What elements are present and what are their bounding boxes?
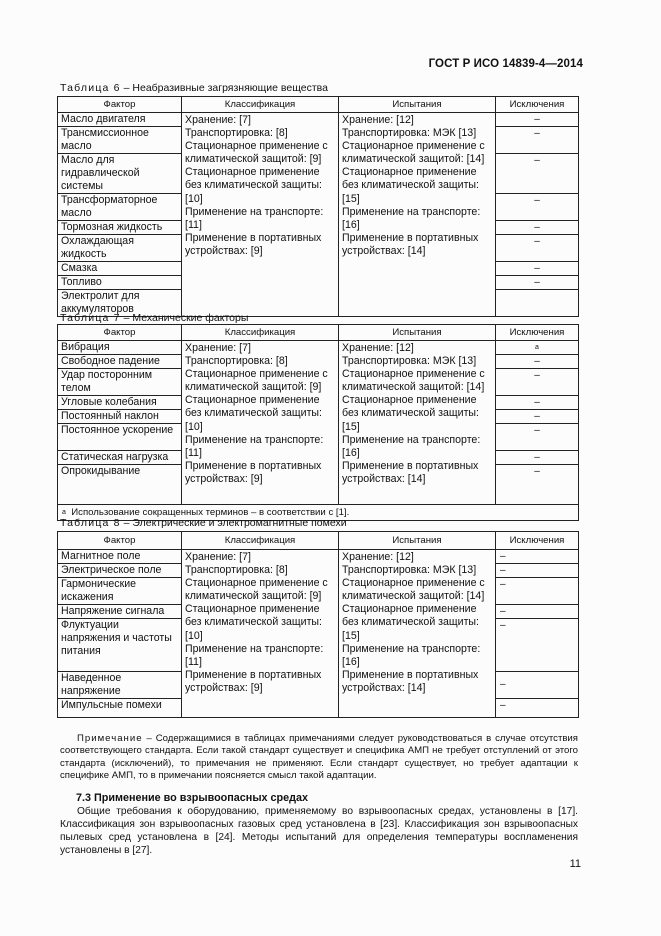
factor-cell: Электролит для аккумуляторов: [58, 290, 182, 317]
classification-item: Хранение: [7]: [185, 551, 251, 563]
col-header: Классификация: [182, 532, 339, 550]
section-heading: 7.3 Применение во взрывоопасных средах: [76, 792, 309, 804]
tests-item: Стационарное применение без климатической защиты: [15]: [342, 394, 479, 433]
table7-header-row: [58, 325, 579, 341]
factor-cell: Статическая нагрузка: [58, 451, 182, 465]
exclusion-cell: –: [496, 355, 579, 369]
tests-cell: [339, 550, 496, 718]
exclusion-cell: –: [496, 465, 579, 505]
factor-cell: Постоянное ускорение: [58, 424, 182, 451]
classification-item: Применение в портативных устройствах: [9]: [185, 459, 322, 485]
exclusion-cell: [496, 341, 579, 355]
table8-caption: [60, 517, 347, 529]
tests-item: Применение в портативных устройствах: [14]: [342, 459, 479, 485]
exclusion-cell: –: [496, 276, 579, 290]
table6-caption: [60, 82, 328, 94]
exclusion-cell: –: [496, 194, 579, 221]
tests-item: Применение в портативных устройствах: [14]: [342, 668, 479, 694]
footnote-ref: a: [535, 344, 539, 351]
exclusion-cell: –: [496, 451, 579, 465]
classification-item: Применение на транспорте: [11]: [185, 642, 324, 668]
table8-header-row: [58, 532, 579, 550]
tests-item: Транспортировка: МЭК [13]: [342, 127, 477, 140]
tests-item: Хранение: [12]: [342, 114, 414, 126]
exclusion-cell: –: [496, 127, 579, 154]
note-text: – Содержащимися в таблицах примечаниями следует руководствоваться в случае отсутствия соответствующего стандарта. Если такой стандарт существует и специфика АМП не требует отступлений от этого стандарта (исключений), то примечания не применяют. Если стандарт существует, но требует адаптации к специфике АМП, то в примечании поясняется смысл такой адаптации.: [60, 733, 578, 782]
table6-header-row: [58, 97, 579, 113]
tests-item: Стационарное применение с климатической защитой: [14]: [342, 140, 485, 166]
factor-cell: Охлаждающая жидкость: [58, 235, 182, 262]
factor-cell: Масло для гидравлической системы: [58, 154, 182, 194]
classification-item: Применение на транспорте: [11]: [185, 433, 324, 459]
col-header: Испытания: [339, 532, 496, 550]
exclusion-cell: –: [496, 113, 579, 127]
col-header: Исключения: [496, 97, 579, 113]
exclusion-cell: –: [496, 424, 579, 451]
factor-cell: Удар посторонним телом: [58, 369, 182, 396]
tests-item: Стационарное применение с климатической защитой: [14]: [342, 368, 485, 394]
col-header: Испытания: [339, 97, 496, 113]
tests-item: Транспортировка: МЭК [13]: [342, 355, 477, 368]
factor-cell: Топливо: [58, 276, 182, 290]
col-header: Исключения: [496, 325, 579, 341]
factor-cell: Масло двигателя: [58, 113, 182, 127]
table7-title: – Механические факторы: [120, 312, 249, 324]
factor-cell: Электрическое поле: [58, 564, 182, 578]
table8-label: Таблица 8: [60, 517, 121, 529]
exclusion-cell: [496, 290, 579, 317]
tests-item: Стационарное применение с климатической защитой: [14]: [342, 577, 485, 603]
factor-cell: Флуктуации напряжения и частоты питания: [58, 619, 182, 672]
factor-cell: Магнитное поле: [58, 550, 182, 564]
tests-item: Стационарное применение без климатической защиты: [15]: [342, 166, 479, 205]
exclusion-cell: –: [496, 262, 579, 276]
note-label: Примечание: [77, 733, 143, 744]
classification-item: Хранение: [7]: [185, 114, 251, 126]
classification-item: Стационарное применение без климатической защиты: [10]: [185, 166, 322, 205]
col-header: Фактор: [58, 325, 182, 341]
col-header: Классификация: [182, 325, 339, 341]
exclusion-cell: –: [496, 369, 579, 396]
classification-cell: [182, 341, 339, 505]
factor-cell: Угловые колебания: [58, 396, 182, 410]
col-header: Испытания: [339, 325, 496, 341]
table6-label: Таблица 6: [60, 82, 121, 94]
classification-item: Транспортировка: [8]: [185, 127, 288, 140]
factor-cell: Опрокидывание: [58, 465, 182, 505]
table8-title: – Электрические и электромагнитные помехи: [120, 517, 347, 529]
exclusion-cell: –: [496, 578, 579, 605]
exclusion-cell: –: [496, 154, 579, 194]
classification-item: Транспортировка: [8]: [185, 564, 288, 577]
classification-item: Транспортировка: [8]: [185, 355, 288, 368]
classification-cell: [182, 550, 339, 718]
col-header: Фактор: [58, 532, 182, 550]
table8: [57, 531, 579, 718]
footnote-mark: a: [62, 509, 66, 516]
classification-item: Применение в портативных устройствах: [9]: [185, 231, 322, 257]
tests-item: Применение в портативных устройствах: [14]: [342, 231, 479, 257]
classification-item: Применение в портативных устройствах: [9]: [185, 668, 322, 694]
exclusion-cell: –: [496, 564, 579, 578]
classification-item: Хранение: [7]: [185, 342, 251, 354]
table-row: [58, 113, 579, 127]
table-note: [60, 733, 578, 783]
exclusion-cell: –: [496, 699, 579, 718]
classification-item: Стационарное применение с климатической защитой: [9]: [185, 140, 328, 166]
col-header: Классификация: [182, 97, 339, 113]
factor-cell: Вибрация: [58, 341, 182, 355]
tests-item: Стационарное применение без климатической защиты: [15]: [342, 603, 479, 642]
col-header: Фактор: [58, 97, 182, 113]
footnote-text: Использование сокращенных терминов – в соответствии с [1].: [71, 507, 350, 518]
table-row: [58, 550, 579, 564]
factor-cell: Постоянный наклон: [58, 410, 182, 424]
document-code: ГОСТ Р ИСО 14839-4—2014: [428, 58, 583, 70]
table7: [57, 324, 579, 521]
factor-cell: Напряжение сигнала: [58, 605, 182, 619]
factor-cell: Гармонические искажения: [58, 578, 182, 605]
factor-cell: Трансмиссионное масло: [58, 127, 182, 154]
tests-cell: [339, 113, 496, 317]
tests-item: Применение на транспорте: [16]: [342, 642, 481, 668]
tests-item: Хранение: [12]: [342, 551, 414, 563]
classification-item: Стационарное применение с климатической защитой: [9]: [185, 577, 328, 603]
factor-cell: Свободное падение: [58, 355, 182, 369]
tests-cell: [339, 341, 496, 505]
exclusion-cell: –: [496, 550, 579, 564]
exclusion-cell: –: [496, 605, 579, 619]
factor-cell: Импульсные помехи: [58, 699, 182, 718]
factor-cell: Наведенное напряжение: [58, 672, 182, 699]
exclusion-cell: –: [496, 672, 579, 699]
factor-cell: Смазка: [58, 262, 182, 276]
exclusion-cell: –: [496, 410, 579, 424]
col-header: Исключения: [496, 532, 579, 550]
table7-caption: [60, 312, 248, 324]
page-number: 11: [569, 858, 581, 870]
tests-item: Применение на транспорте: [16]: [342, 433, 481, 459]
factor-cell: Тормозная жидкость: [58, 221, 182, 235]
classification-item: Стационарное применение без климатической защиты: [10]: [185, 603, 322, 642]
tests-item: Применение на транспорте: [16]: [342, 205, 481, 231]
section-body: Общие требования к оборудованию, применяемому во взрывоопасных средах, установлены в [17]. Классификация зон взрывоопасных газовых сред установлена в [23]. Классификация зон взрывоопасных пылевых сред установлена в [24]. Методы испытаний для определения температуры воспламенения установлены в [27].: [60, 806, 578, 856]
tests-item: Транспортировка: МЭК [13]: [342, 564, 477, 577]
exclusion-cell: –: [496, 619, 579, 672]
tests-item: Хранение: [12]: [342, 342, 414, 354]
classification-item: Стационарное применение без климатической защиты: [10]: [185, 394, 322, 433]
exclusion-cell: –: [496, 221, 579, 235]
table-row: [58, 341, 579, 355]
exclusion-cell: –: [496, 235, 579, 262]
classification-cell: [182, 113, 339, 317]
classification-item: Применение на транспорте: [11]: [185, 205, 324, 231]
classification-item: Стационарное применение с климатической защитой: [9]: [185, 368, 328, 394]
exclusion-cell: –: [496, 396, 579, 410]
table6: [57, 96, 579, 317]
factor-cell: Трансформаторное масло: [58, 194, 182, 221]
table7-label: Таблица 7: [60, 312, 121, 324]
table6-title: – Неабразивные загрязняющие вещества: [120, 82, 328, 94]
